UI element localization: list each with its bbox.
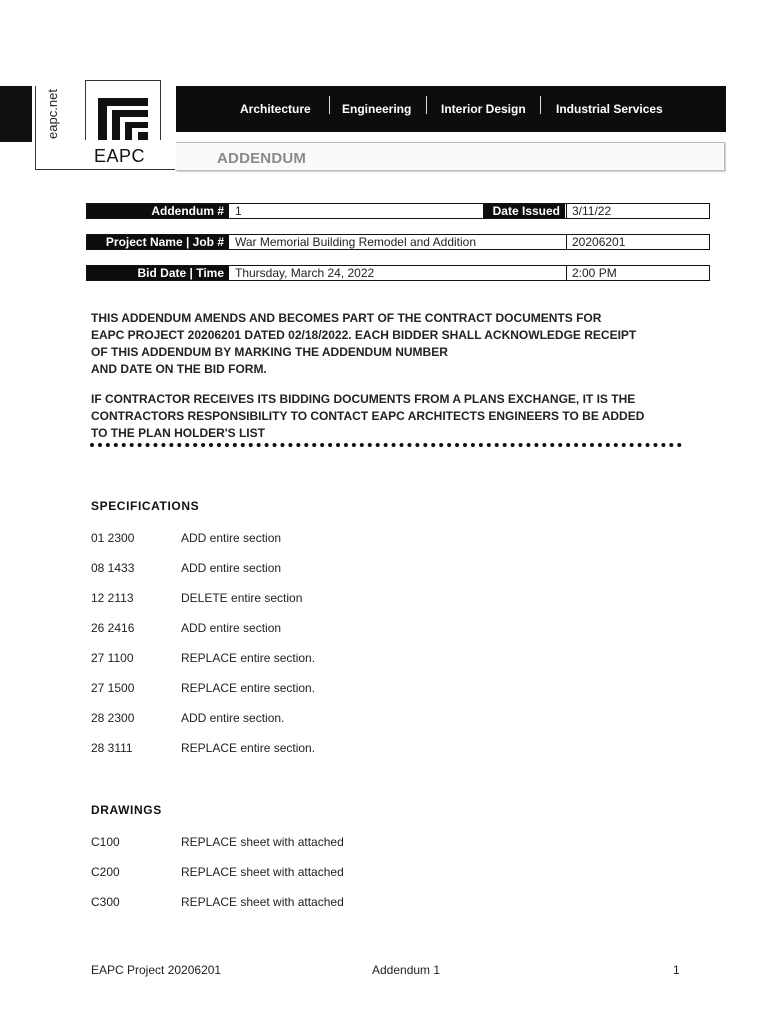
date-issued-value: 3/11/22 — [572, 204, 612, 218]
divider-line — [86, 80, 160, 81]
bid-info-row — [86, 265, 710, 281]
addendum-title-band — [176, 142, 725, 171]
eapc-logo-icon — [96, 96, 150, 142]
item-code: 01 2300 — [91, 531, 135, 545]
item-description: REPLACE entire section. — [181, 681, 316, 695]
addendum-number-value: 1 — [235, 204, 242, 218]
divider-line — [160, 80, 161, 140]
divider-line — [35, 86, 36, 170]
side-black-block — [0, 86, 32, 142]
item-code: 28 3111 — [91, 741, 133, 755]
addendum-number-label: Addendum # — [87, 204, 229, 218]
nav-engineering[interactable]: Engineering — [342, 102, 412, 116]
nav-architecture[interactable]: Architecture — [240, 102, 311, 116]
item-code: 27 1500 — [91, 681, 135, 695]
item-description: ADD entire section. — [181, 711, 285, 725]
addendum-title: ADDENDUM — [217, 150, 307, 167]
plans-exchange-paragraph: IF CONTRACTOR RECEIVES ITS BIDDING DOCUMENTS FROM A PLANS EXCHANGE, IT IS THE CONTRACTORS RESPONSIBILITY TO CONTACT EAPC ARCHITECTS ENGINEERS TO BE ADDED TO THE PLAN HOLDER'S LIST — [91, 392, 645, 440]
item-code: C300 — [91, 895, 120, 909]
item-description: ADD entire section — [181, 621, 282, 635]
item-code: 27 1100 — [91, 651, 134, 665]
item-description: REPLACE entire section. — [181, 651, 316, 665]
logo-wordmark: EAPC — [94, 146, 146, 166]
drawings-heading: DRAWINGS — [91, 803, 162, 817]
item-description: REPLACE sheet with attached — [181, 865, 344, 879]
dotted-divider — [90, 443, 682, 447]
item-description: DELETE entire section — [181, 591, 303, 605]
project-info-row — [86, 234, 710, 250]
item-description: ADD entire section — [181, 561, 282, 575]
item-description: REPLACE sheet with attached — [181, 835, 344, 849]
nav-industrial-services[interactable]: Industrial Services — [556, 102, 663, 116]
divider-line — [35, 169, 175, 170]
nav-separator — [426, 96, 427, 114]
item-code: 12 2113 — [91, 591, 134, 605]
nav-separator — [329, 96, 330, 114]
item-code: C200 — [91, 865, 120, 879]
item-description: REPLACE entire section. — [181, 741, 316, 755]
job-number-value: 20206201 — [572, 235, 626, 249]
site-url-text: eapc.net — [45, 89, 60, 139]
item-description: REPLACE sheet with attached — [181, 895, 344, 909]
nav-separator — [540, 96, 541, 114]
addendum-info-row — [86, 203, 710, 219]
nav-interior-design[interactable]: Interior Design — [441, 102, 526, 116]
project-label: Project Name | Job # — [87, 235, 229, 249]
bid-date-value: Thursday, March 24, 2022 — [235, 266, 375, 280]
item-description: ADD entire section — [181, 531, 282, 545]
item-code: 08 1433 — [91, 561, 135, 575]
footer-page-number: 1 — [673, 963, 680, 977]
divider-line — [85, 80, 86, 140]
notice-paragraph: THIS ADDENDUM AMENDS AND BECOMES PART OF THE CONTRACT DOCUMENTS FOR EAPC PROJECT 20206201 DATED 02/18/2022. EACH BIDDER SHALL ACKNOWLEDGE RECEIPT OF THIS ADDENDUM BY MARKING THE ADDENDUM NUMBER AND DATE ON THE BID FORM. — [91, 311, 637, 376]
bid-time-value: 2:00 PM — [572, 266, 617, 280]
project-name-value: War Memorial Building Remodel and Addition — [235, 235, 477, 249]
footer-project: EAPC Project 20206201 — [91, 963, 222, 977]
specifications-heading: SPECIFICATIONS — [91, 499, 200, 513]
footer-addendum: Addendum 1 — [372, 963, 441, 977]
date-issued-label: Date Issued — [483, 204, 565, 218]
services-nav-bar — [176, 86, 726, 132]
item-code: 26 2416 — [91, 621, 135, 635]
item-code: C100 — [91, 835, 120, 849]
bid-label: Bid Date | Time — [87, 266, 229, 280]
item-code: 28 2300 — [91, 711, 135, 725]
